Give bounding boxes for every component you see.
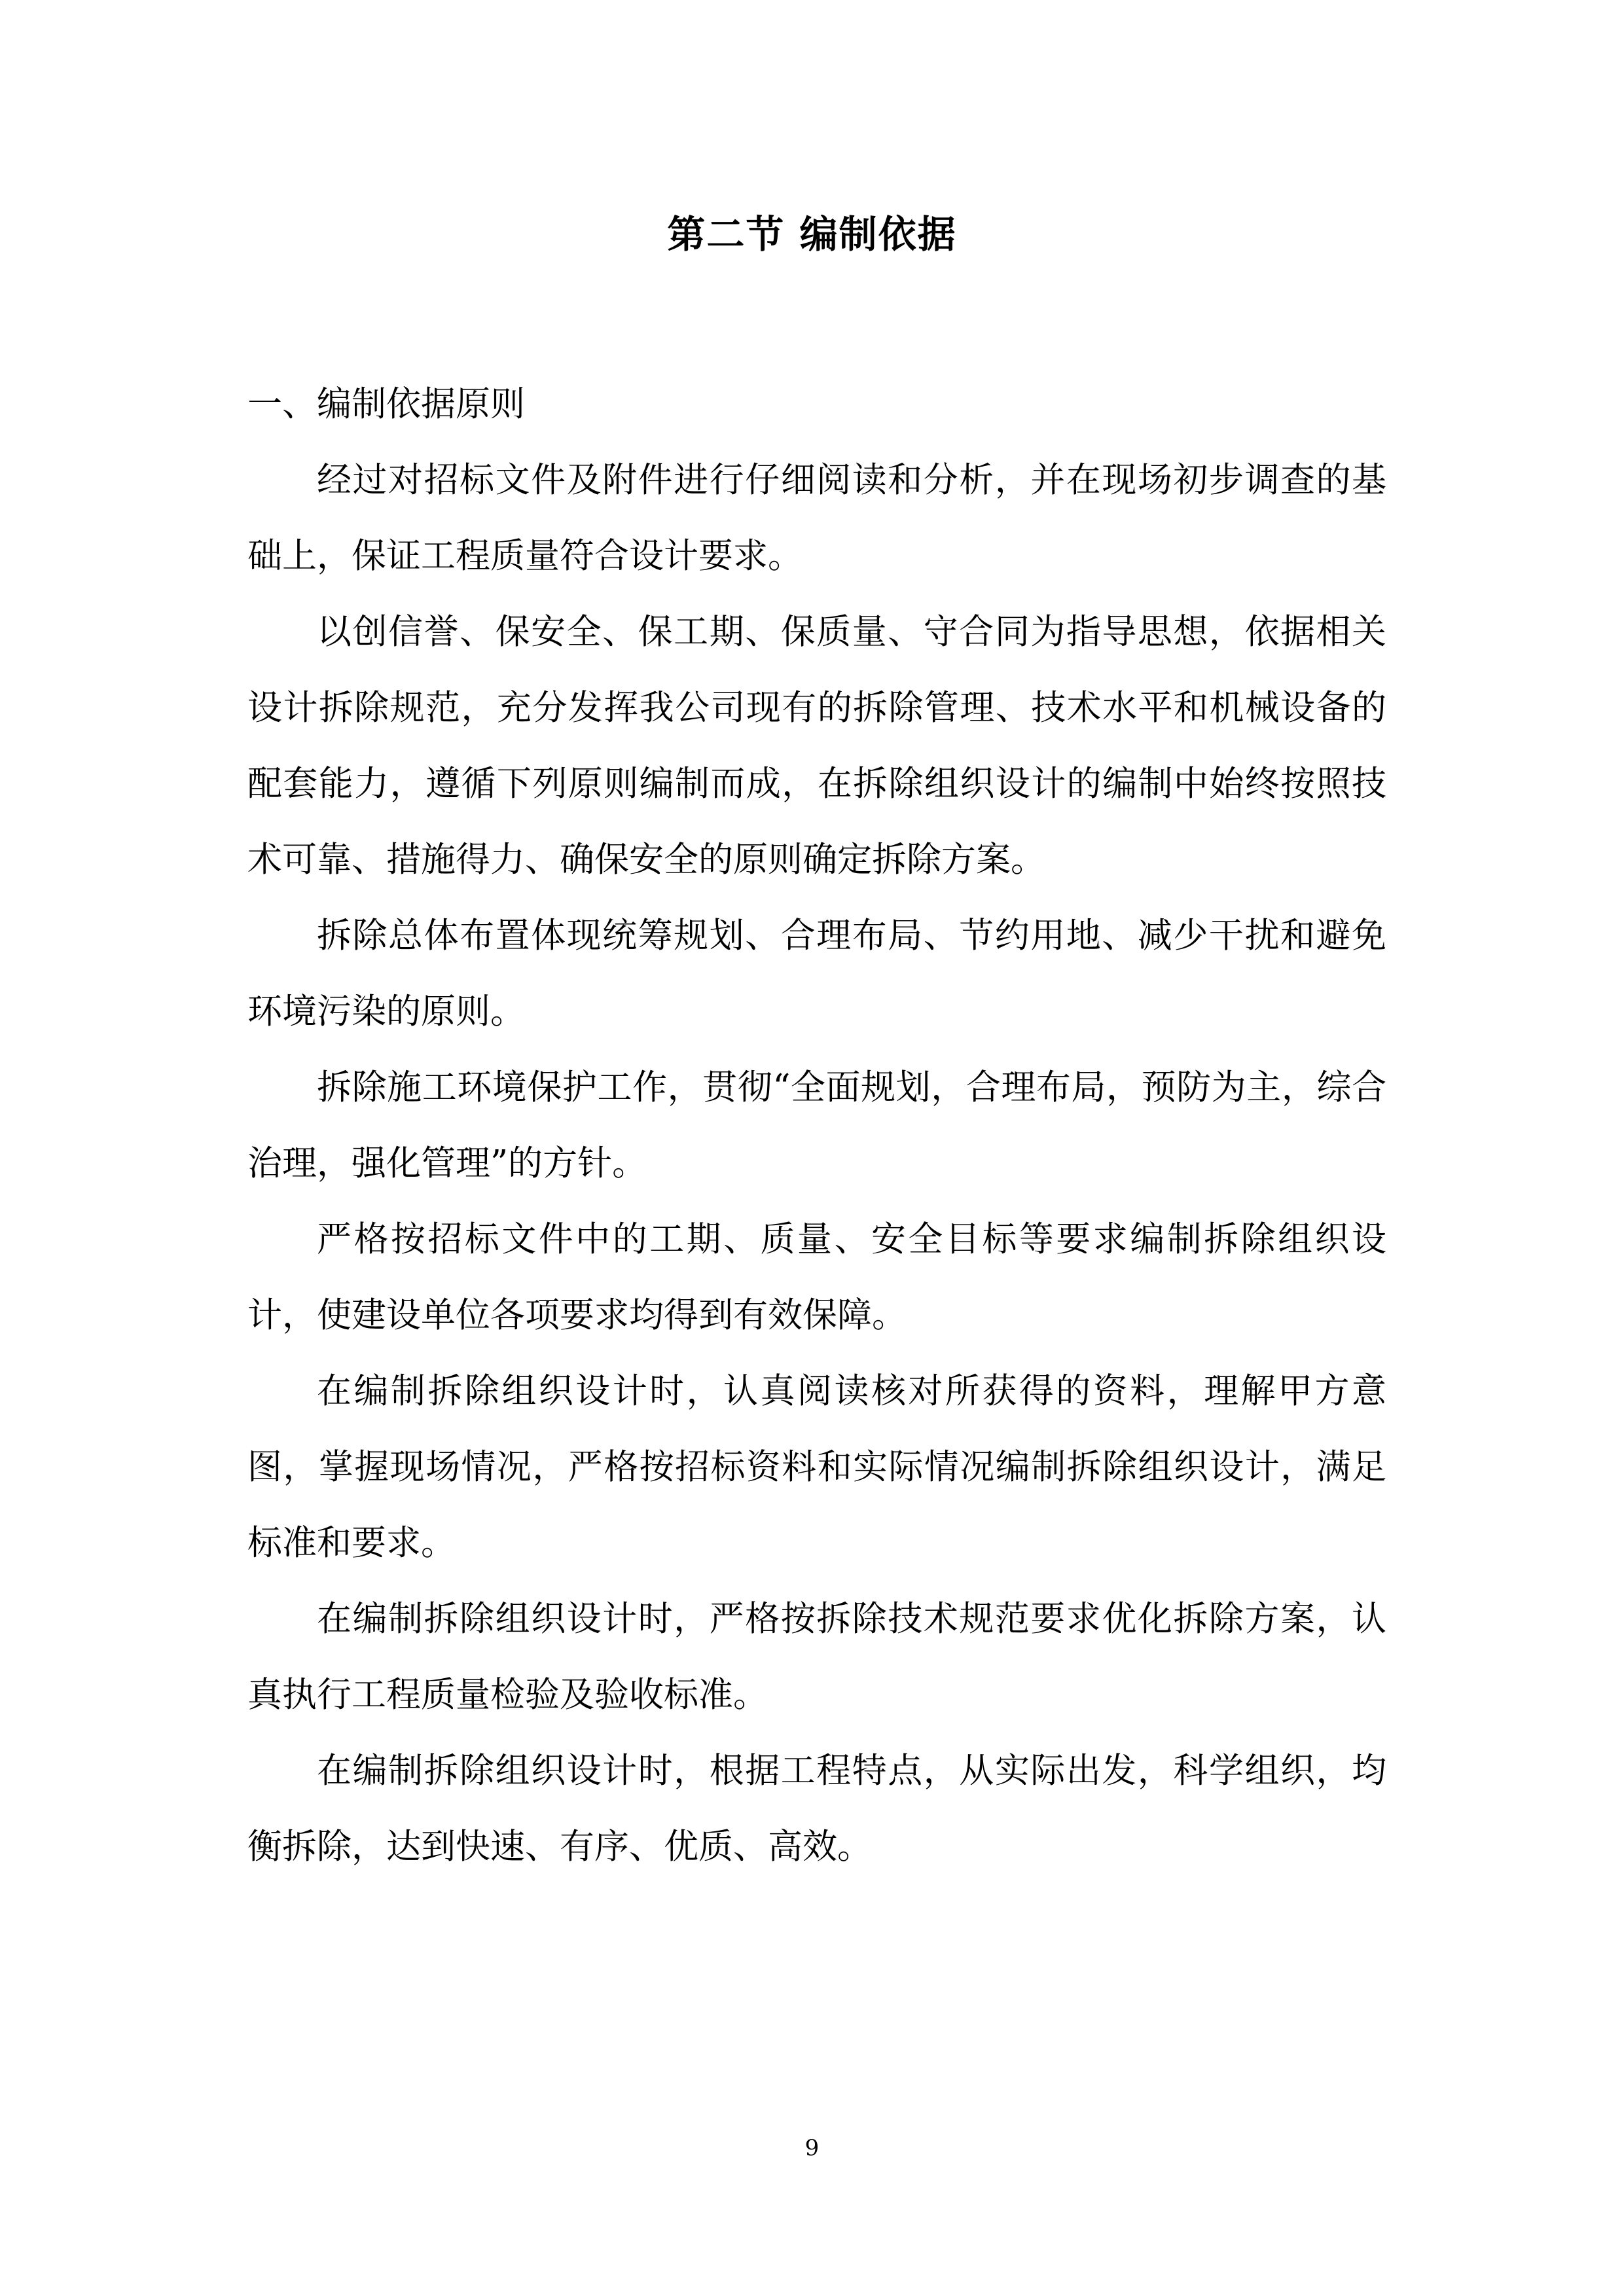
page-title: 第二节 编制依据 — [667, 212, 957, 257]
page-number: 9 — [804, 2135, 820, 2161]
paragraph: 以创信誉、保安全、保工期、保质量、守合同为指导思想，依据相关设计拆除规范，充分发挥我公司现有的拆除管理、技术水平和机械设备的配套能力，遵循下列原则编制而成，在拆除组织设计的编制中始终按照技术可靠、措施得力、确保安全的原则确定拆除方案。 — [247, 612, 1386, 880]
paragraph: 拆除总体布置体现统筹规划、合理布局、节约用地、减少干扰和避免环境污染的原则。 — [247, 916, 1386, 1031]
paragraph: 严格按招标文件中的工期、质量、安全目标等要求编制拆除组织设计，使建设单位各项要求均得到有效保障。 — [247, 1219, 1386, 1335]
paragraph: 在编制拆除组织设计时，认真阅读核对所获得的资料，理解甲方意图，掌握现场情况，严格按招标资料和实际情况编制拆除组织设计，满足标准和要求。 — [247, 1371, 1386, 1563]
paragraph: 在编制拆除组织设计时，根据工程特点，从实际出发，科学组织，均衡拆除，达到快速、有序、优质、高效。 — [247, 1751, 1386, 1867]
paragraph: 在编制拆除组织设计时，严格按拆除技术规范要求优化拆除方案，认真执行工程质量检验及验收标准。 — [247, 1599, 1386, 1715]
paragraph: 经过对招标文件及附件进行仔细阅读和分析，并在现场初步调查的基础上，保证工程质量符合设计要求。 — [247, 460, 1386, 576]
section-heading: 一、编制依据原则 — [247, 384, 525, 424]
paragraph: 拆除施工环境保护工作，贯彻“全面规划，合理布局，预防为主，综合治理，强化管理”的方针。 — [247, 1067, 1386, 1183]
document-body — [247, 367, 1386, 1885]
